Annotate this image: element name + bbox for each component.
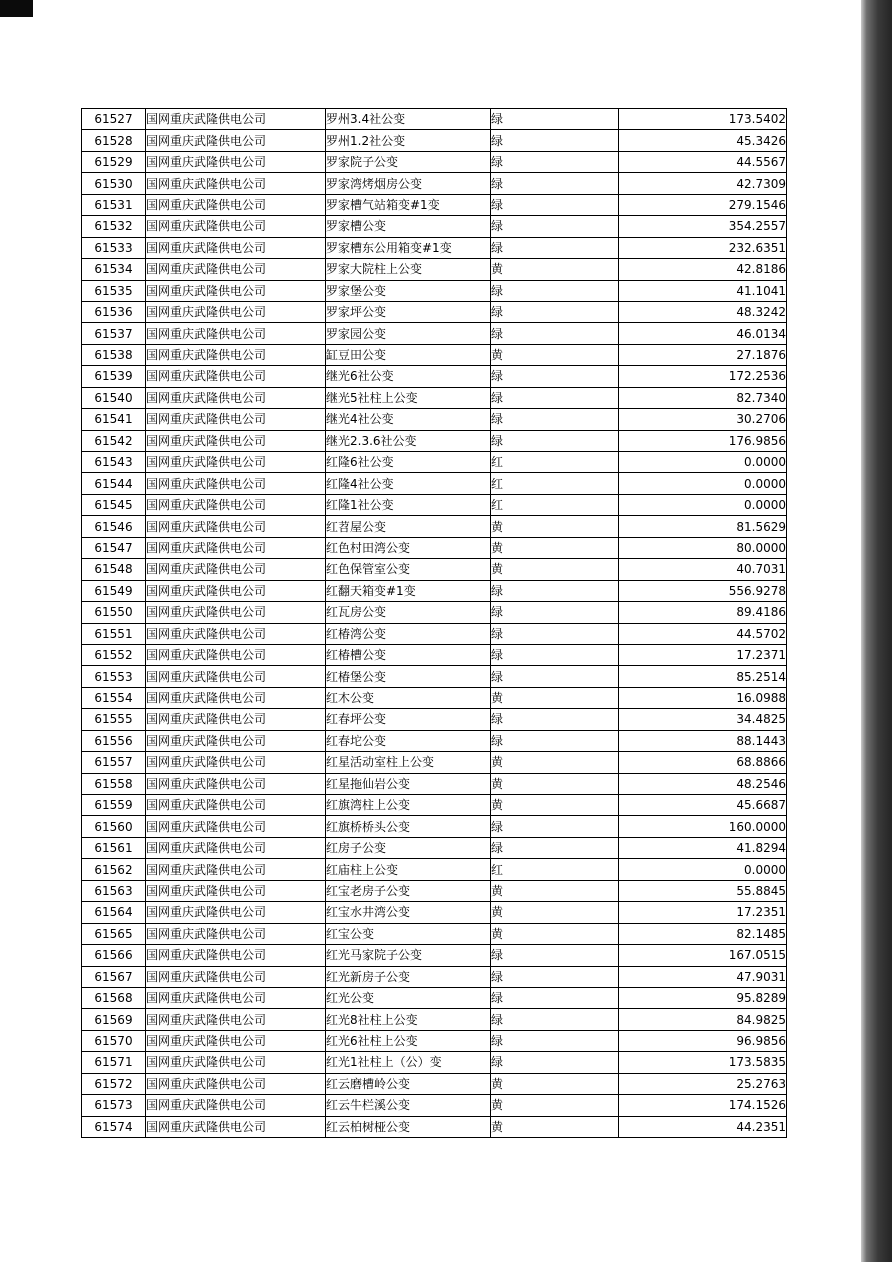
station-name-cell: 红隆4社公变 [326, 473, 491, 494]
row-id-cell: 61557 [82, 752, 146, 773]
value-cell: 556.9278 [619, 580, 787, 601]
status-color-cell: 绿 [491, 1030, 619, 1051]
status-color-cell: 绿 [491, 409, 619, 430]
table-row [82, 687, 787, 708]
company-cell: 国网重庆武隆供电公司 [146, 837, 326, 858]
station-name-cell: 罗家大院柱上公变 [326, 259, 491, 280]
station-name-cell: 红色村田湾公变 [326, 537, 491, 558]
company-cell: 国网重庆武隆供电公司 [146, 816, 326, 837]
value-cell: 17.2371 [619, 644, 787, 665]
station-name-cell: 红椿槽公变 [326, 644, 491, 665]
station-name-cell: 红瓦房公变 [326, 602, 491, 623]
row-id-cell: 61539 [82, 366, 146, 387]
status-color-cell: 绿 [491, 323, 619, 344]
value-cell: 85.2514 [619, 666, 787, 687]
status-color-cell: 绿 [491, 945, 619, 966]
value-cell: 16.0988 [619, 687, 787, 708]
status-color-cell: 黄 [491, 795, 619, 816]
station-name-cell: 罗家园公变 [326, 323, 491, 344]
company-cell: 国网重庆武隆供电公司 [146, 1095, 326, 1116]
row-id-cell: 61550 [82, 602, 146, 623]
value-cell: 40.7031 [619, 559, 787, 580]
value-cell: 48.3242 [619, 301, 787, 322]
status-color-cell: 黄 [491, 923, 619, 944]
status-color-cell: 黄 [491, 902, 619, 923]
row-id-cell: 61529 [82, 151, 146, 172]
status-color-cell: 绿 [491, 987, 619, 1008]
station-name-cell: 罗州1.2社公变 [326, 130, 491, 151]
row-id-cell: 61569 [82, 1009, 146, 1030]
value-cell: 81.5629 [619, 516, 787, 537]
value-cell: 160.0000 [619, 816, 787, 837]
table-row [82, 923, 787, 944]
company-cell: 国网重庆武隆供电公司 [146, 666, 326, 687]
station-name-cell: 红光新房子公变 [326, 966, 491, 987]
row-id-cell: 61556 [82, 730, 146, 751]
company-cell: 国网重庆武隆供电公司 [146, 366, 326, 387]
station-name-cell: 罗家院子公变 [326, 151, 491, 172]
station-name-cell: 红光公变 [326, 987, 491, 1008]
station-name-cell: 红色保管室公变 [326, 559, 491, 580]
table-row [82, 452, 787, 473]
value-cell: 48.2546 [619, 773, 787, 794]
station-name-cell: 红光马家院子公变 [326, 945, 491, 966]
station-name-cell: 红旗桥桥头公变 [326, 816, 491, 837]
company-cell: 国网重庆武隆供电公司 [146, 430, 326, 451]
value-cell: 47.9031 [619, 966, 787, 987]
value-cell: 45.6687 [619, 795, 787, 816]
value-cell: 44.5567 [619, 151, 787, 172]
row-id-cell: 61568 [82, 987, 146, 1008]
station-name-cell: 罗家堡公变 [326, 280, 491, 301]
value-cell: 96.9856 [619, 1030, 787, 1051]
company-cell: 国网重庆武隆供电公司 [146, 259, 326, 280]
status-color-cell: 绿 [491, 623, 619, 644]
table-row [82, 644, 787, 665]
table-row [82, 409, 787, 430]
row-id-cell: 61567 [82, 966, 146, 987]
table-row [82, 880, 787, 901]
value-cell: 174.1526 [619, 1095, 787, 1116]
value-cell: 88.1443 [619, 730, 787, 751]
company-cell: 国网重庆武隆供电公司 [146, 494, 326, 515]
row-id-cell: 61538 [82, 344, 146, 365]
table-row [82, 430, 787, 451]
table-row [82, 130, 787, 151]
scan-corner-mark [0, 0, 33, 17]
status-color-cell: 绿 [491, 237, 619, 258]
station-name-cell: 红春坪公变 [326, 709, 491, 730]
row-id-cell: 61555 [82, 709, 146, 730]
company-cell: 国网重庆武隆供电公司 [146, 752, 326, 773]
station-name-cell: 继光5社柱上公变 [326, 387, 491, 408]
row-id-cell: 61573 [82, 1095, 146, 1116]
status-color-cell: 绿 [491, 966, 619, 987]
value-cell: 82.7340 [619, 387, 787, 408]
status-color-cell: 黄 [491, 559, 619, 580]
status-color-cell: 红 [491, 452, 619, 473]
station-name-cell: 红光1社柱上（公）变 [326, 1052, 491, 1073]
company-cell: 国网重庆武隆供电公司 [146, 1009, 326, 1030]
company-cell: 国网重庆武隆供电公司 [146, 859, 326, 880]
value-cell: 0.0000 [619, 494, 787, 515]
value-cell: 167.0515 [619, 945, 787, 966]
station-name-cell: 继光2.3.6社公变 [326, 430, 491, 451]
table-row [82, 323, 787, 344]
row-id-cell: 61566 [82, 945, 146, 966]
row-id-cell: 61549 [82, 580, 146, 601]
company-cell: 国网重庆武隆供电公司 [146, 452, 326, 473]
status-color-cell: 红 [491, 473, 619, 494]
station-name-cell: 罗家湾烤烟房公变 [326, 173, 491, 194]
table-row [82, 1116, 787, 1137]
company-cell: 国网重庆武隆供电公司 [146, 559, 326, 580]
status-color-cell: 绿 [491, 366, 619, 387]
value-cell: 95.8289 [619, 987, 787, 1008]
row-id-cell: 61543 [82, 452, 146, 473]
status-color-cell: 黄 [491, 1073, 619, 1094]
status-color-cell: 绿 [491, 644, 619, 665]
station-name-cell: 红隆6社公变 [326, 452, 491, 473]
status-color-cell: 绿 [491, 837, 619, 858]
station-name-cell: 红星拖仙岩公变 [326, 773, 491, 794]
table-row [82, 945, 787, 966]
status-color-cell: 绿 [491, 816, 619, 837]
table-row [82, 1073, 787, 1094]
table-row [82, 580, 787, 601]
station-name-cell: 红房子公变 [326, 837, 491, 858]
status-color-cell: 黄 [491, 1095, 619, 1116]
table-row [82, 194, 787, 215]
status-color-cell: 绿 [491, 280, 619, 301]
row-id-cell: 61540 [82, 387, 146, 408]
row-id-cell: 61535 [82, 280, 146, 301]
value-cell: 89.4186 [619, 602, 787, 623]
table-row [82, 1095, 787, 1116]
company-cell: 国网重庆武隆供电公司 [146, 1052, 326, 1073]
company-cell: 国网重庆武隆供电公司 [146, 323, 326, 344]
value-cell: 0.0000 [619, 473, 787, 494]
row-id-cell: 61547 [82, 537, 146, 558]
station-name-cell: 红宝水井湾公变 [326, 902, 491, 923]
station-name-cell: 红旗湾柱上公变 [326, 795, 491, 816]
status-color-cell: 黄 [491, 687, 619, 708]
row-id-cell: 61570 [82, 1030, 146, 1051]
value-cell: 41.8294 [619, 837, 787, 858]
value-cell: 84.9825 [619, 1009, 787, 1030]
row-id-cell: 61541 [82, 409, 146, 430]
company-cell: 国网重庆武隆供电公司 [146, 966, 326, 987]
station-name-cell: 红隆1社公变 [326, 494, 491, 515]
value-cell: 232.6351 [619, 237, 787, 258]
station-name-cell: 缸豆田公变 [326, 344, 491, 365]
company-cell: 国网重庆武隆供电公司 [146, 880, 326, 901]
company-cell: 国网重庆武隆供电公司 [146, 194, 326, 215]
company-cell: 国网重庆武隆供电公司 [146, 923, 326, 944]
value-cell: 42.7309 [619, 173, 787, 194]
station-name-cell: 红春坨公变 [326, 730, 491, 751]
status-color-cell: 绿 [491, 602, 619, 623]
company-cell: 国网重庆武隆供电公司 [146, 580, 326, 601]
value-cell: 172.2536 [619, 366, 787, 387]
row-id-cell: 61562 [82, 859, 146, 880]
table-row [82, 730, 787, 751]
row-id-cell: 61537 [82, 323, 146, 344]
row-id-cell: 61544 [82, 473, 146, 494]
table-row [82, 1009, 787, 1030]
row-id-cell: 61559 [82, 795, 146, 816]
station-name-cell: 红椿堡公变 [326, 666, 491, 687]
company-cell: 国网重庆武隆供电公司 [146, 987, 326, 1008]
row-id-cell: 61560 [82, 816, 146, 837]
row-id-cell: 61531 [82, 194, 146, 215]
status-color-cell: 黄 [491, 344, 619, 365]
row-id-cell: 61563 [82, 880, 146, 901]
status-color-cell: 黄 [491, 1116, 619, 1137]
station-name-cell: 红庙柱上公变 [326, 859, 491, 880]
company-cell: 国网重庆武隆供电公司 [146, 280, 326, 301]
value-cell: 0.0000 [619, 452, 787, 473]
station-name-cell: 红云牛栏溪公变 [326, 1095, 491, 1116]
table-row [82, 237, 787, 258]
row-id-cell: 61565 [82, 923, 146, 944]
row-id-cell: 61554 [82, 687, 146, 708]
company-cell: 国网重庆武隆供电公司 [146, 151, 326, 172]
station-name-cell: 罗家坪公变 [326, 301, 491, 322]
status-color-cell: 黄 [491, 752, 619, 773]
table-row [82, 816, 787, 837]
table-row [82, 559, 787, 580]
status-color-cell: 黄 [491, 516, 619, 537]
table-row [82, 151, 787, 172]
table-row [82, 666, 787, 687]
company-cell: 国网重庆武隆供电公司 [146, 623, 326, 644]
status-color-cell: 绿 [491, 130, 619, 151]
value-cell: 55.8845 [619, 880, 787, 901]
table-row [82, 987, 787, 1008]
station-name-cell: 红云磨槽岭公变 [326, 1073, 491, 1094]
row-id-cell: 61561 [82, 837, 146, 858]
table-row [82, 344, 787, 365]
status-color-cell: 绿 [491, 173, 619, 194]
station-name-cell: 罗家槽公变 [326, 216, 491, 237]
row-id-cell: 61553 [82, 666, 146, 687]
table-row [82, 773, 787, 794]
table-row [82, 473, 787, 494]
row-id-cell: 61564 [82, 902, 146, 923]
station-name-cell: 罗州3.4社公变 [326, 109, 491, 130]
table-row [82, 366, 787, 387]
scan-edge-shadow [861, 0, 892, 1262]
status-color-cell: 绿 [491, 216, 619, 237]
company-cell: 国网重庆武隆供电公司 [146, 301, 326, 322]
status-color-cell: 绿 [491, 301, 619, 322]
company-cell: 国网重庆武隆供电公司 [146, 216, 326, 237]
status-color-cell: 绿 [491, 580, 619, 601]
company-cell: 国网重庆武隆供电公司 [146, 1030, 326, 1051]
value-cell: 45.3426 [619, 130, 787, 151]
company-cell: 国网重庆武隆供电公司 [146, 173, 326, 194]
row-id-cell: 61545 [82, 494, 146, 515]
table-row [82, 837, 787, 858]
company-cell: 国网重庆武隆供电公司 [146, 109, 326, 130]
status-color-cell: 绿 [491, 387, 619, 408]
station-name-cell: 红苕屋公变 [326, 516, 491, 537]
station-name-cell: 红光8社柱上公变 [326, 1009, 491, 1030]
row-id-cell: 61532 [82, 216, 146, 237]
row-id-cell: 61536 [82, 301, 146, 322]
company-cell: 国网重庆武隆供电公司 [146, 344, 326, 365]
company-cell: 国网重庆武隆供电公司 [146, 473, 326, 494]
table-row [82, 109, 787, 130]
company-cell: 国网重庆武隆供电公司 [146, 537, 326, 558]
table-row [82, 387, 787, 408]
table-row [82, 537, 787, 558]
company-cell: 国网重庆武隆供电公司 [146, 687, 326, 708]
company-cell: 国网重庆武隆供电公司 [146, 945, 326, 966]
station-name-cell: 红宝老房子公变 [326, 880, 491, 901]
status-color-cell: 绿 [491, 194, 619, 215]
status-color-cell: 红 [491, 859, 619, 880]
status-color-cell: 绿 [491, 430, 619, 451]
status-color-cell: 绿 [491, 1009, 619, 1030]
station-name-cell: 红星活动室柱上公变 [326, 752, 491, 773]
table-row [82, 216, 787, 237]
status-color-cell: 黄 [491, 259, 619, 280]
company-cell: 国网重庆武隆供电公司 [146, 773, 326, 794]
value-cell: 173.5402 [619, 109, 787, 130]
company-cell: 国网重庆武隆供电公司 [146, 709, 326, 730]
row-id-cell: 61552 [82, 644, 146, 665]
table-row [82, 494, 787, 515]
row-id-cell: 61571 [82, 1052, 146, 1073]
value-cell: 46.0134 [619, 323, 787, 344]
row-id-cell: 61546 [82, 516, 146, 537]
company-cell: 国网重庆武隆供电公司 [146, 1116, 326, 1137]
company-cell: 国网重庆武隆供电公司 [146, 130, 326, 151]
row-id-cell: 61558 [82, 773, 146, 794]
station-name-cell: 继光4社公变 [326, 409, 491, 430]
value-cell: 279.1546 [619, 194, 787, 215]
table-row [82, 516, 787, 537]
status-color-cell: 绿 [491, 151, 619, 172]
station-name-cell: 红云柏树桠公变 [326, 1116, 491, 1137]
company-cell: 国网重庆武隆供电公司 [146, 644, 326, 665]
station-name-cell: 红光6社柱上公变 [326, 1030, 491, 1051]
row-id-cell: 61574 [82, 1116, 146, 1137]
status-color-cell: 绿 [491, 1052, 619, 1073]
station-name-cell: 罗家槽东公用箱变#1变 [326, 237, 491, 258]
value-cell: 354.2557 [619, 216, 787, 237]
station-name-cell: 红木公变 [326, 687, 491, 708]
row-id-cell: 61534 [82, 259, 146, 280]
table-row [82, 1052, 787, 1073]
status-color-cell: 绿 [491, 666, 619, 687]
company-cell: 国网重庆武隆供电公司 [146, 730, 326, 751]
value-cell: 41.1041 [619, 280, 787, 301]
table-body [82, 109, 787, 1138]
company-cell: 国网重庆武隆供电公司 [146, 516, 326, 537]
table-row [82, 795, 787, 816]
table-row [82, 859, 787, 880]
table-row [82, 301, 787, 322]
table-row [82, 173, 787, 194]
table-row [82, 259, 787, 280]
status-color-cell: 绿 [491, 709, 619, 730]
value-cell: 27.1876 [619, 344, 787, 365]
table-row [82, 752, 787, 773]
row-id-cell: 61528 [82, 130, 146, 151]
station-name-cell: 红宝公变 [326, 923, 491, 944]
table-row [82, 1030, 787, 1051]
value-cell: 68.8866 [619, 752, 787, 773]
value-cell: 0.0000 [619, 859, 787, 880]
value-cell: 25.2763 [619, 1073, 787, 1094]
row-id-cell: 61527 [82, 109, 146, 130]
company-cell: 国网重庆武隆供电公司 [146, 409, 326, 430]
value-cell: 82.1485 [619, 923, 787, 944]
value-cell: 42.8186 [619, 259, 787, 280]
status-color-cell: 黄 [491, 773, 619, 794]
table-row [82, 966, 787, 987]
row-id-cell: 61572 [82, 1073, 146, 1094]
table-row [82, 602, 787, 623]
company-cell: 国网重庆武隆供电公司 [146, 1073, 326, 1094]
value-cell: 176.9856 [619, 430, 787, 451]
company-cell: 国网重庆武隆供电公司 [146, 795, 326, 816]
value-cell: 44.2351 [619, 1116, 787, 1137]
company-cell: 国网重庆武隆供电公司 [146, 902, 326, 923]
value-cell: 30.2706 [619, 409, 787, 430]
table-row [82, 280, 787, 301]
status-color-cell: 红 [491, 494, 619, 515]
row-id-cell: 61551 [82, 623, 146, 644]
status-color-cell: 黄 [491, 537, 619, 558]
station-name-cell: 红椿湾公变 [326, 623, 491, 644]
table-row [82, 902, 787, 923]
status-color-cell: 绿 [491, 730, 619, 751]
row-id-cell: 61542 [82, 430, 146, 451]
value-cell: 44.5702 [619, 623, 787, 644]
status-color-cell: 绿 [491, 109, 619, 130]
value-cell: 80.0000 [619, 537, 787, 558]
transformer-table [81, 108, 787, 1138]
value-cell: 17.2351 [619, 902, 787, 923]
company-cell: 国网重庆武隆供电公司 [146, 387, 326, 408]
table-row [82, 709, 787, 730]
table-row [82, 623, 787, 644]
company-cell: 国网重庆武隆供电公司 [146, 602, 326, 623]
row-id-cell: 61533 [82, 237, 146, 258]
value-cell: 173.5835 [619, 1052, 787, 1073]
station-name-cell: 红翻天箱变#1变 [326, 580, 491, 601]
row-id-cell: 61530 [82, 173, 146, 194]
row-id-cell: 61548 [82, 559, 146, 580]
station-name-cell: 继光6社公变 [326, 366, 491, 387]
station-name-cell: 罗家槽气站箱变#1变 [326, 194, 491, 215]
company-cell: 国网重庆武隆供电公司 [146, 237, 326, 258]
status-color-cell: 黄 [491, 880, 619, 901]
value-cell: 34.4825 [619, 709, 787, 730]
